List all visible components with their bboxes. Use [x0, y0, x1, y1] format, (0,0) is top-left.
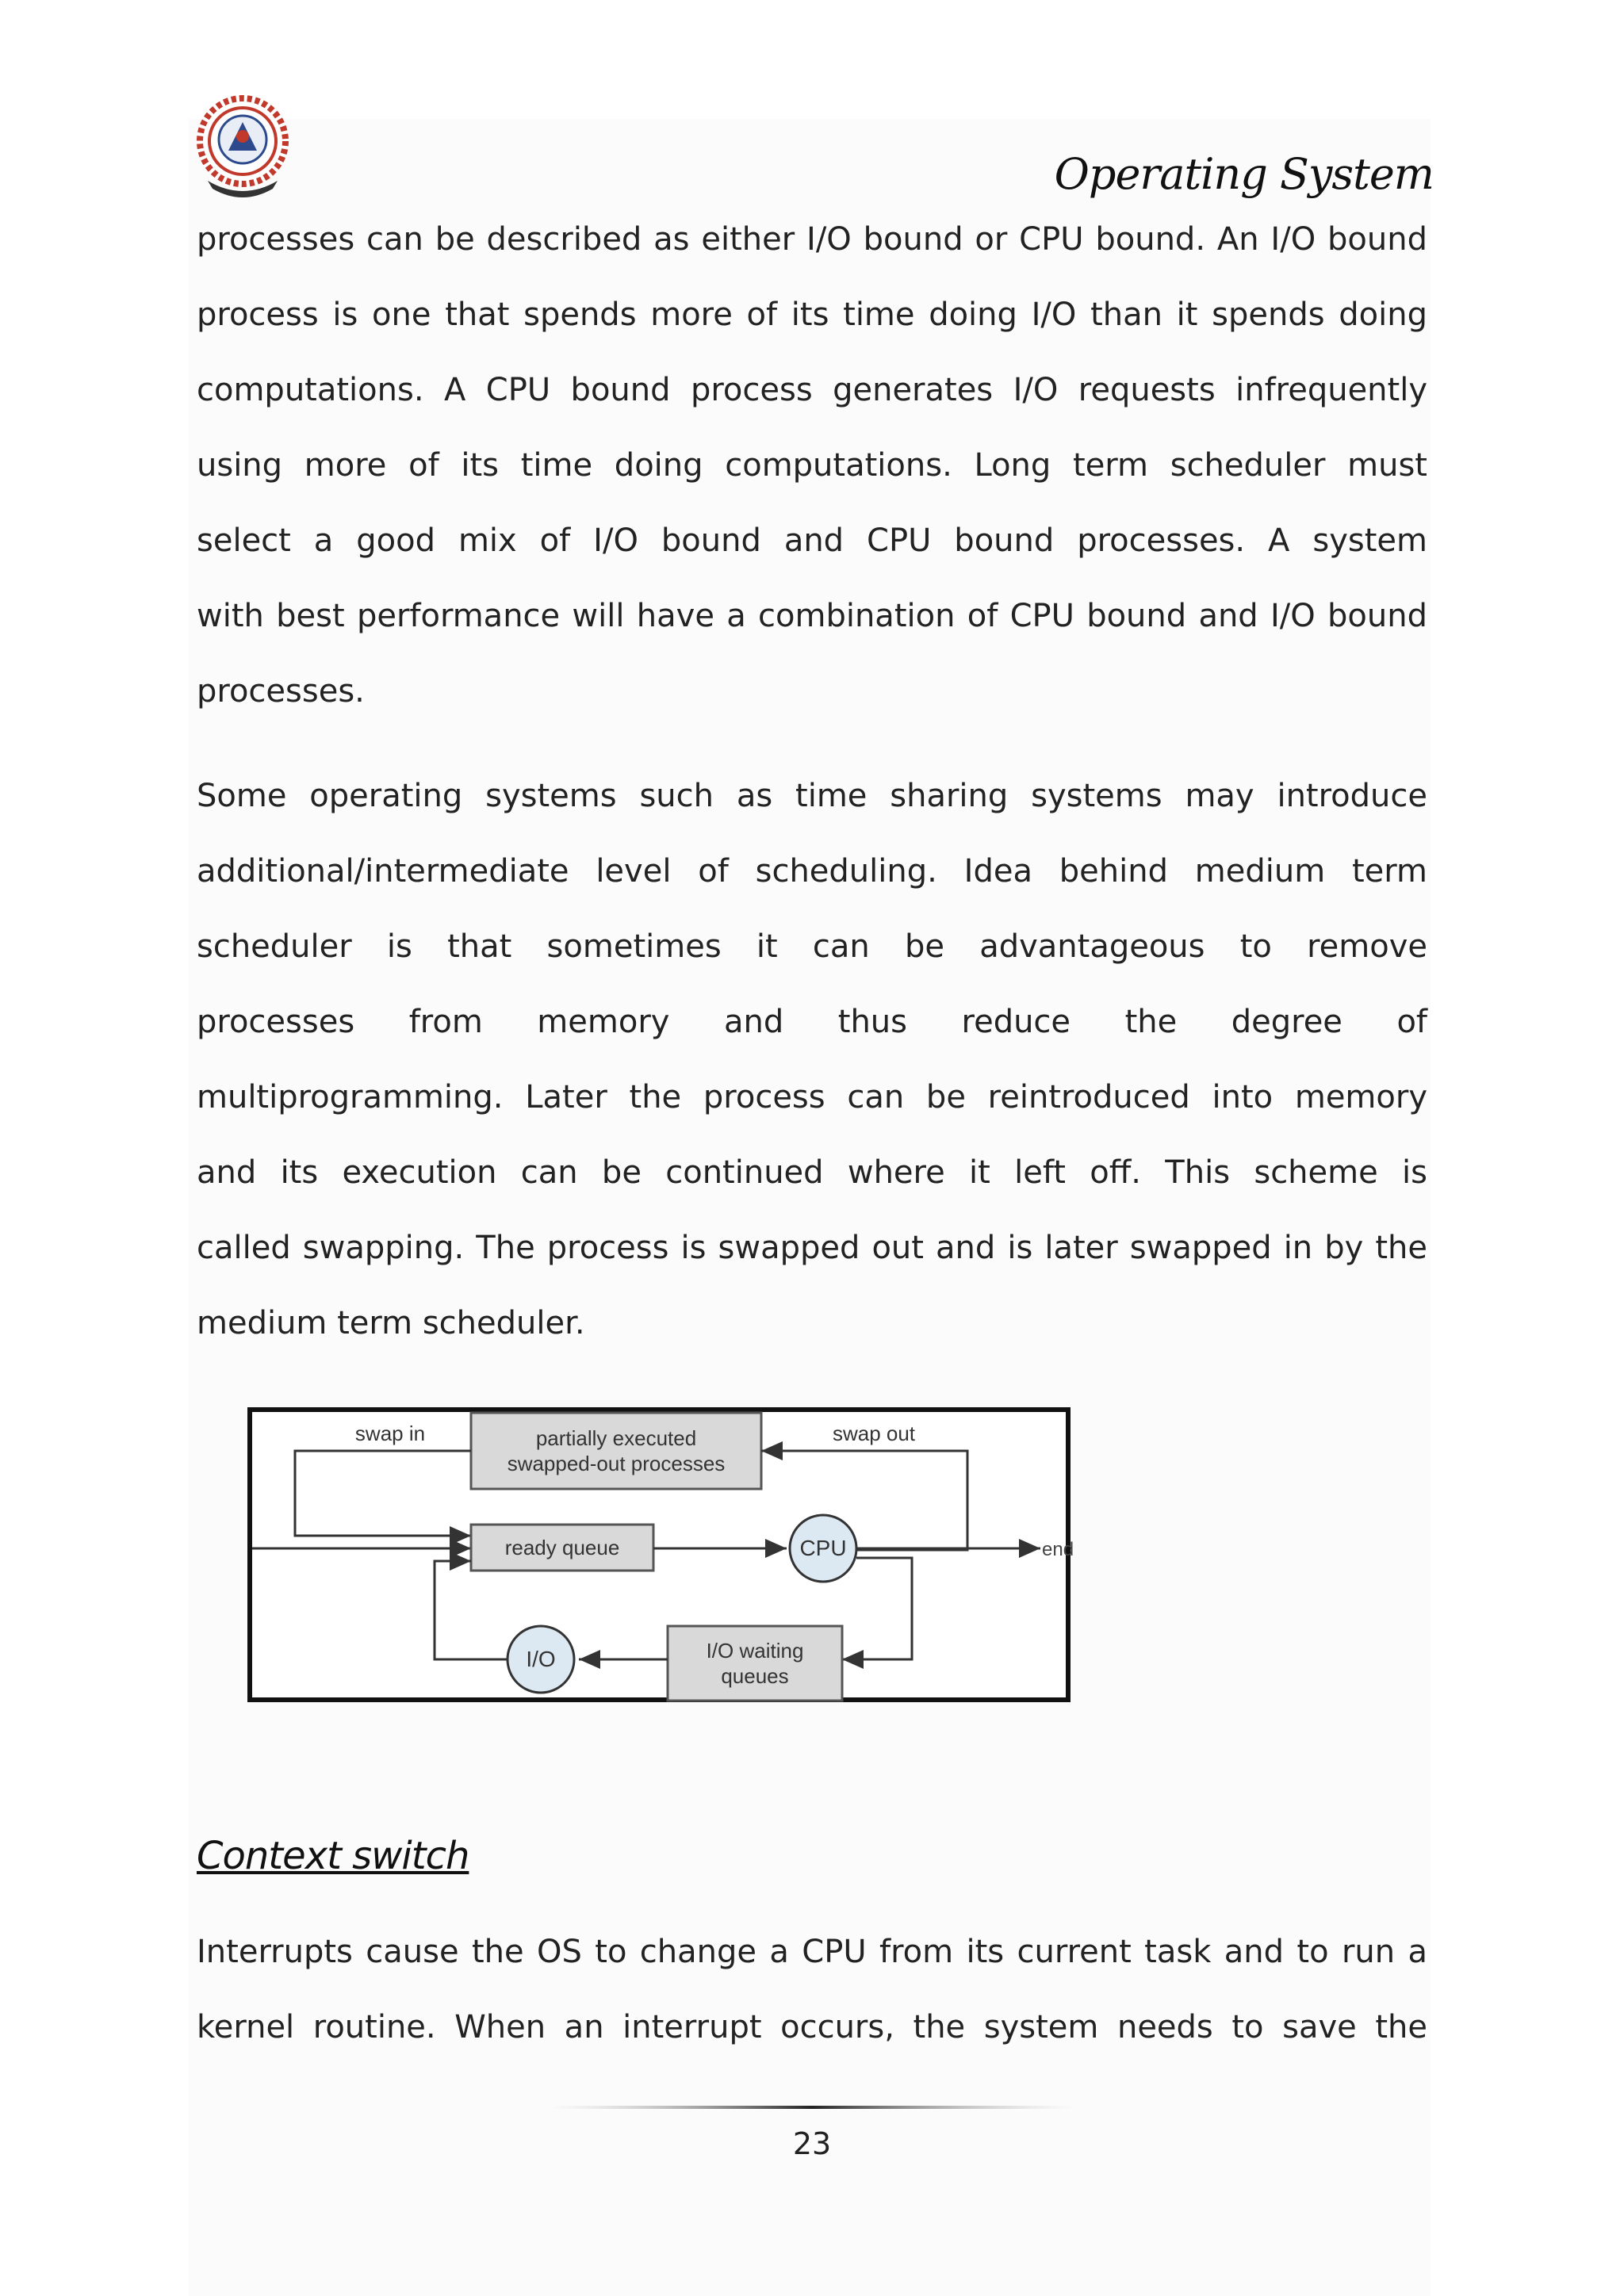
swapped-out-processes-box [471, 1413, 761, 1489]
paragraph-medium-term-scheduler [197, 759, 1427, 1361]
ready-queue-label: ready queue [504, 1536, 620, 1559]
swapped-out-label-line2: swapped-out processes [507, 1452, 726, 1475]
cpu-label: CPU [799, 1536, 847, 1560]
io-waiting-label-line1: I/O waiting [706, 1639, 804, 1663]
header-title: Operating System [1054, 149, 1434, 199]
text-line: process is one that spends more of its time doing I/O than it spends doing [197, 297, 1427, 333]
end-label: end [1042, 1539, 1074, 1560]
paragraph-context-switch [197, 1915, 1427, 2065]
text-line: processes can be described as either I/O bound or CPU bound. An I/O bound [197, 221, 1427, 258]
paragraph-io-cpu-bound [197, 202, 1427, 729]
io-waiting-queues-box [668, 1626, 842, 1701]
io-waiting-label-line2: queues [721, 1664, 789, 1688]
swap-out-label: swap out [832, 1422, 916, 1445]
page-number: 23 [792, 2126, 832, 2161]
text-line: medium term scheduler. [197, 1305, 585, 1341]
swap-in-label: swap in [354, 1422, 426, 1445]
institution-logo [197, 95, 289, 198]
text-line: processes. [197, 673, 365, 710]
swapping-diagram [247, 1407, 1074, 1702]
text-line: called swapping. The process is swapped out and is later swapped in by the [197, 1230, 1427, 1266]
section-heading: Context switch [197, 1834, 469, 1878]
text-line: processes from memory and thus reduce the degree of [197, 1004, 1427, 1040]
text-line: additional/intermediate level of scheduling. Idea behind medium term [197, 853, 1427, 890]
text-line: select a good mix of I/O bound and CPU bound processes. A system [197, 522, 1427, 559]
io-label: I/O [526, 1647, 556, 1671]
text-line: multiprogramming. Later the process can be reintroduced into memory [197, 1079, 1427, 1115]
text-line: computations. A CPU bound process generates I/O requests infrequently [197, 372, 1427, 408]
text-line: Interrupts cause the OS to change a CPU from its current task and to run a [197, 1934, 1427, 1970]
footer-divider [547, 2106, 1077, 2109]
text-line: with best performance will have a combination of CPU bound and I/O bound [197, 598, 1427, 634]
text-line: scheduler is that sometimes it can be advantageous to remove [197, 928, 1427, 965]
text-line: Some operating systems such as time sharing systems may introduce [197, 778, 1427, 814]
text-line: and its execution can be continued where it left off. This scheme is [197, 1154, 1427, 1191]
text-line: kernel routine. When an interrupt occurs, the system needs to save the [197, 2009, 1427, 2045]
text-line: using more of its time doing computations. Long term scheduler must [197, 447, 1427, 484]
swapped-out-label-line1: partially executed [535, 1426, 697, 1450]
